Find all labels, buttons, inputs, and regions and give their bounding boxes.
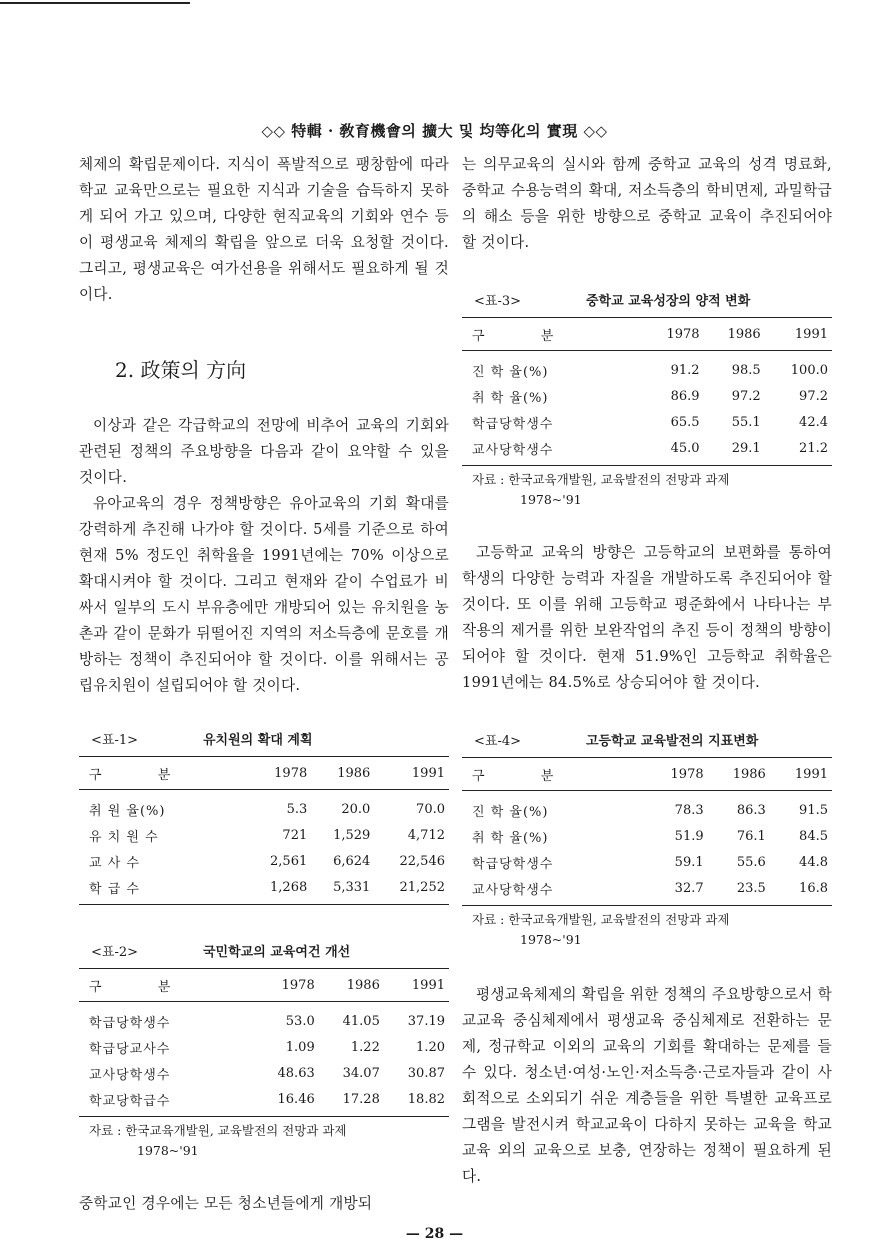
left-column [79,152,449,1217]
table-header-row [462,758,832,791]
source-text: 자료 : 한국교육개발원, 교육발전의 전망과 과제 [472,472,730,487]
right-paragraph-1: 는 의무교육의 실시와 함께 중학교 교육의 성격 명료화, 중학교 수용능력의 확대, 저소득층의 학비면제, 과밀학급의 해소 등을 위한 방향으로 중학교 교육이 추진되어야 할 것이다. [462,156,832,251]
table-row [79,1060,449,1086]
row-label: 취 원 율(%) [89,803,166,819]
cell: 53.0 [285,1013,315,1029]
header-cell: 1978 [642,318,703,351]
header-cell: 1986 [311,757,374,790]
table2-title: 국민학교의 교육여건 개선 [203,945,351,960]
cell: 37.19 [407,1013,445,1029]
cell: 76.1 [736,828,766,844]
header-cell: 1978 [254,969,319,1002]
table4-source [462,910,832,950]
table4-caption [462,730,832,749]
table1-number: <표-1> [91,733,139,748]
left-paragraph-2: 이상과 같은 각급학교의 전망에 비추어 교육의 기회와 관련된 정책의 주요방향을 다음과 같이 요약할 수 있을 것이다. [79,417,449,486]
header-cell: 1986 [704,318,765,351]
header-cell: 1991 [374,757,449,790]
section-title: 2. 政策의 方向 [115,358,247,382]
left-paragraph-4: 중학교인 경우에는 모든 청소년들에게 개방되 [79,1195,373,1212]
header-cell: 1991 [384,969,449,1002]
row-label: 학교당학급수 [79,1086,254,1117]
table-header-row [462,318,832,351]
cell: 21,252 [374,874,449,905]
table4-number: <표-4> [474,734,522,749]
page-number: — 28 — [405,1226,464,1242]
source-years: 1978~'91 [137,1143,199,1158]
table-row [462,791,832,824]
cell: 4,712 [407,827,445,843]
row-label: 취 학 율(%) [472,390,549,406]
left-paragraph-1: 체제의 확립문제이다. 지식이 폭발적으로 팽창함에 따라 학교 교육만으로는 필요한 지식과 기술을 습득하지 못하게 되어 가고 있으며, 다양한 현직교육의 기회와 연수 등이 평생교육 체제의 확립을 앞으로 더욱 요청할 것이다. 그리고, 평생교육은 여가선용을 위해서도 필요하게 될 것이다. [79,156,449,303]
table4-title: 고등학교 교육발전의 지표변화 [586,734,759,749]
header-cell: 1991 [770,758,832,791]
cell: 42.4 [799,414,828,430]
cell: 97.2 [799,388,828,404]
source-years: 1978~'91 [520,932,582,947]
source-text: 자료 : 한국교육개발원, 교육발전의 전망과 과제 [472,912,730,927]
cell: 30.87 [407,1065,445,1081]
table-row [79,1002,449,1035]
right-paragraph-2: 고등학교 교육의 방향은 고등학교의 보편화를 통하여 학생의 다양한 능력과 자질을 개발하도록 추진되어야 할 것이다. 또 이를 위해 고등학교 평준화에서 나타나는 부작용의 제거를 위한 보완작업의 추진 등이 정책의 방향이 되어야 할 것이다. 현재 51.9%인 고등학교 취학율은 1991년에는 84.5%로 상승되어야 할 것이다. [462,544,832,691]
corner-rule [0,2,190,4]
cell: 48.63 [277,1065,315,1081]
cell: 2,561 [270,853,308,869]
table4 [462,757,832,906]
row-label: 학급당학생수 [89,1015,171,1031]
cell: 5.3 [286,801,308,817]
table2-source [79,1121,449,1161]
cell: 78.3 [674,802,704,818]
left-paragraph-3: 유아교육의 경우 정책방향은 유아교육의 기회 확대를 강력하게 추진해 나가야 할 것이다. 5세를 기준으로 하여 현재 5% 정도인 취학율을 1991년에는 70% 이상으로 확대시켜야 할 것이다. 그리고 현재와 같이 수업료가 비싸서 일부의 도시 부유층에만 개방되어 있는 유치원을 농촌과 같이 문화가 뒤떨어진 지역의 저소득층에 문호를 개방하는 정책이 추진되어야 할 것이다. 이를 위해서는 공립유치원이 설립되어야 할 것이다. [79,495,449,694]
cell: 16.46 [254,1086,319,1117]
table1-title: 유치원의 확대 계획 [203,733,313,748]
table-row [462,383,832,409]
row-label: 학급당교사수 [89,1041,171,1057]
row-label: 학급당학생수 [472,416,554,432]
table-row [79,822,449,848]
cell: 1,268 [248,874,311,905]
cell: 6,624 [333,853,371,869]
cell: 34.07 [342,1065,380,1081]
table-row [462,849,832,875]
header-cell: 1978 [645,758,707,791]
row-label: 취 학 율(%) [472,830,549,846]
cell: 1.22 [350,1039,380,1055]
cell: 32.7 [645,875,707,906]
header-cell: 1991 [765,318,832,351]
table2-caption [79,941,449,960]
header-cell: 1986 [708,758,770,791]
cell: 91.5 [799,802,828,818]
table-row [462,351,832,384]
cell: 51.9 [674,828,704,844]
cell: 721 [282,827,308,843]
cell: 55.1 [731,414,761,430]
cell: 1,529 [333,827,371,843]
table-row [462,823,832,849]
table-row [79,1034,449,1060]
table-row [79,848,449,874]
header-cell: 구 분 [462,758,645,791]
right-column [462,152,832,1190]
cell: 5,331 [311,874,374,905]
header-cell: 1986 [319,969,384,1002]
cell: 65.5 [670,414,700,430]
cell: 98.5 [731,362,761,378]
table3-number: <표-3> [474,294,522,309]
table-row [462,409,832,435]
cell: 86.9 [670,388,700,404]
row-label: 교사당학생수 [462,875,645,906]
cell: 18.82 [384,1086,449,1117]
cell: 20.0 [341,801,371,817]
source-years: 1978~'91 [520,492,582,507]
cell: 70.0 [416,801,445,817]
table2 [79,968,449,1117]
table3-caption [462,290,832,309]
right-paragraph-3: 평생교육체제의 확립을 위한 정책의 주요방향으로서 학교교육 중심체제에서 평생교육 중심체제로 전환하는 문제, 정규학교 이외의 교육의 기회를 확대하는 문제를 들 수 있다. 청소년·여성·노인·저소득층·근로자들과 같이 사회적으로 소외되기 쉬운 계층들을 위한 특별한 교육프로그램을 발전시켜 학교교육이 다하지 못하는 교육을 학교교육 외의 교육으로 보충, 연장하는 정책이 필요하게 된다. [462,986,832,1185]
cell: 44.8 [799,854,828,870]
header-cell: 구 분 [79,757,248,790]
cell: 45.0 [642,435,703,466]
cell: 59.1 [674,854,704,870]
table-header-row [79,969,449,1002]
cell: 91.2 [670,362,700,378]
table-row [462,875,832,906]
cell: 86.3 [736,802,766,818]
cell: 100.0 [790,362,828,378]
cell: 97.2 [731,388,761,404]
row-label: 학급당학생수 [472,856,554,872]
source-text: 자료 : 한국교육개발원, 교육발전의 전망과 과제 [89,1123,347,1138]
cell: 84.5 [799,828,828,844]
cell: 16.8 [770,875,832,906]
table3-title: 중학교 교육성장의 양적 변화 [586,294,751,309]
table1 [79,756,449,905]
row-label: 진 학 율(%) [472,364,549,380]
cell: 1.09 [285,1039,315,1055]
table2-number: <표-2> [91,945,139,960]
row-label: 교 사 수 [89,855,140,871]
cell: 17.28 [319,1086,384,1117]
row-label: 진 학 율(%) [472,804,549,820]
row-label: 학 급 수 [79,874,248,905]
table-header-row [79,757,449,790]
table3-source [462,470,832,510]
row-label: 유 치 원 수 [89,829,159,845]
cell: 41.05 [342,1013,380,1029]
table-row [462,435,832,466]
table-row [79,790,449,823]
cell: 1.20 [416,1039,445,1055]
cell: 22,546 [399,853,445,869]
page-header: ◇◇ 特輯 · 敎育機會의 擴大 및 均等化의 實現 ◇◇ [261,122,608,140]
table1-caption [79,729,449,748]
table-row [79,1086,449,1117]
row-label: 교사당학생수 [462,435,642,466]
cell: 55.6 [736,854,766,870]
header-cell: 구 분 [462,318,642,351]
cell: 23.5 [708,875,770,906]
cell: 29.1 [704,435,765,466]
row-label: 교사당학생수 [89,1067,171,1083]
table3 [462,317,832,466]
table-row [79,874,449,905]
header-cell: 구 분 [79,969,254,1002]
cell: 21.2 [765,435,832,466]
header-cell: 1978 [248,757,311,790]
